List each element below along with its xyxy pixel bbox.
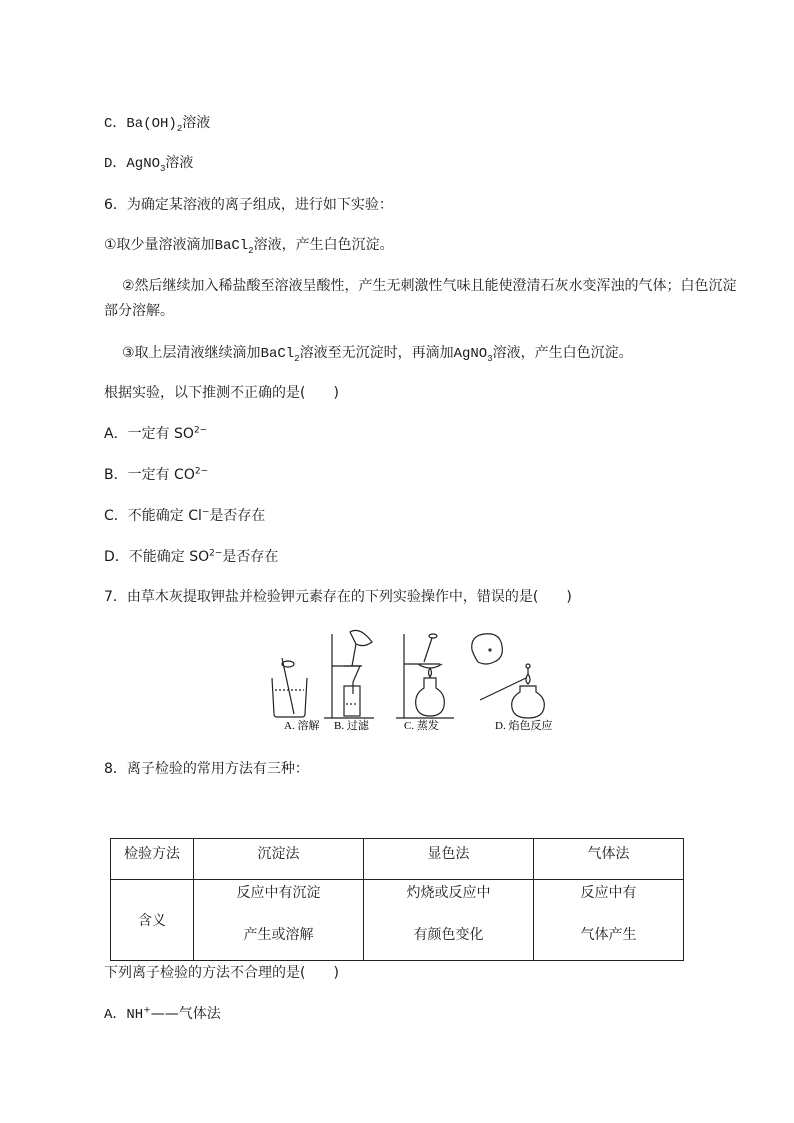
q6-step-2-line-2: 部分溶解。 — [104, 303, 174, 319]
q8-option-a: A．NH+——气体法 — [104, 1005, 221, 1023]
q8-stem: 8．离子检验的常用方法有三种： — [104, 761, 309, 777]
evaporation-illustration — [396, 634, 454, 718]
q8-question: 下列离子检验的方法不合理的是( ) — [104, 965, 339, 981]
table-header-cell: 气体法 — [534, 839, 684, 880]
caption-d: D. 焰色反应 — [495, 720, 553, 732]
q7-stem: 7．由草木灰提取钾盐并检验钾元素存在的下列实验操作中，错误的是( ) — [104, 589, 572, 605]
q6-option-d: D．不能确定 $SO^{2-}$是否存在 — [104, 548, 279, 565]
q6-option-c: C．不能确定 Cl−是否存在 — [104, 507, 266, 524]
q6-step-3: ③取上层清液继续滴加BaCl$_2$溶液至无沉淀时，再滴加AgNO$_3$溶液，产生白色沉淀。 — [122, 345, 633, 364]
q6-step-1: ①取少量溶液滴加BaCl$_2$溶液，产生白色沉淀。 — [104, 237, 394, 256]
q5-option-d: D．AgNO$_3$溶液 — [104, 156, 194, 174]
caption-a: A. 溶解 — [284, 720, 320, 732]
q6-option-a: A．一定有 $SO^{2-}$ — [104, 425, 208, 442]
table-cell: 灼烧或反应中 有颜色变化 — [364, 880, 534, 961]
q6-stem: 6．为确定某溶液的离子组成，进行如下实验： — [104, 197, 393, 213]
table-row-label: 含义 — [111, 880, 194, 961]
beaker-illustration — [272, 658, 307, 717]
caption-b: B. 过滤 — [334, 720, 369, 732]
table-cell: 反应中有 气体产生 — [534, 880, 684, 961]
q6-step-2-line-1: ②然后继续加入稀盐酸至溶液呈酸性，产生无刺激性气味且能使澄清石灰水变浑浊的气体；白色沉淀 — [122, 278, 737, 294]
flame-test-illustration — [472, 634, 545, 718]
table-header-cell: 沉淀法 — [194, 839, 364, 880]
caption-c: C. 蒸发 — [404, 720, 439, 732]
table-header-cell: 显色法 — [364, 839, 534, 880]
table-row — [111, 880, 684, 961]
filtration-illustration — [324, 630, 374, 718]
q7-apparatus-figure — [264, 628, 554, 734]
q6-question: 根据实验，以下推测不正确的是( ) — [104, 385, 339, 401]
table-header-cell: 检验方法 — [111, 839, 194, 880]
q6-option-b: B．一定有 $CO^{2-}$ — [104, 466, 209, 483]
table-header-row — [111, 839, 684, 880]
q5-option-c: C．$Ba(OH)_2$溶液 — [104, 116, 211, 134]
ion-test-methods-table — [110, 838, 684, 961]
table-cell: 反应中有沉淀 产生或溶解 — [194, 880, 364, 961]
